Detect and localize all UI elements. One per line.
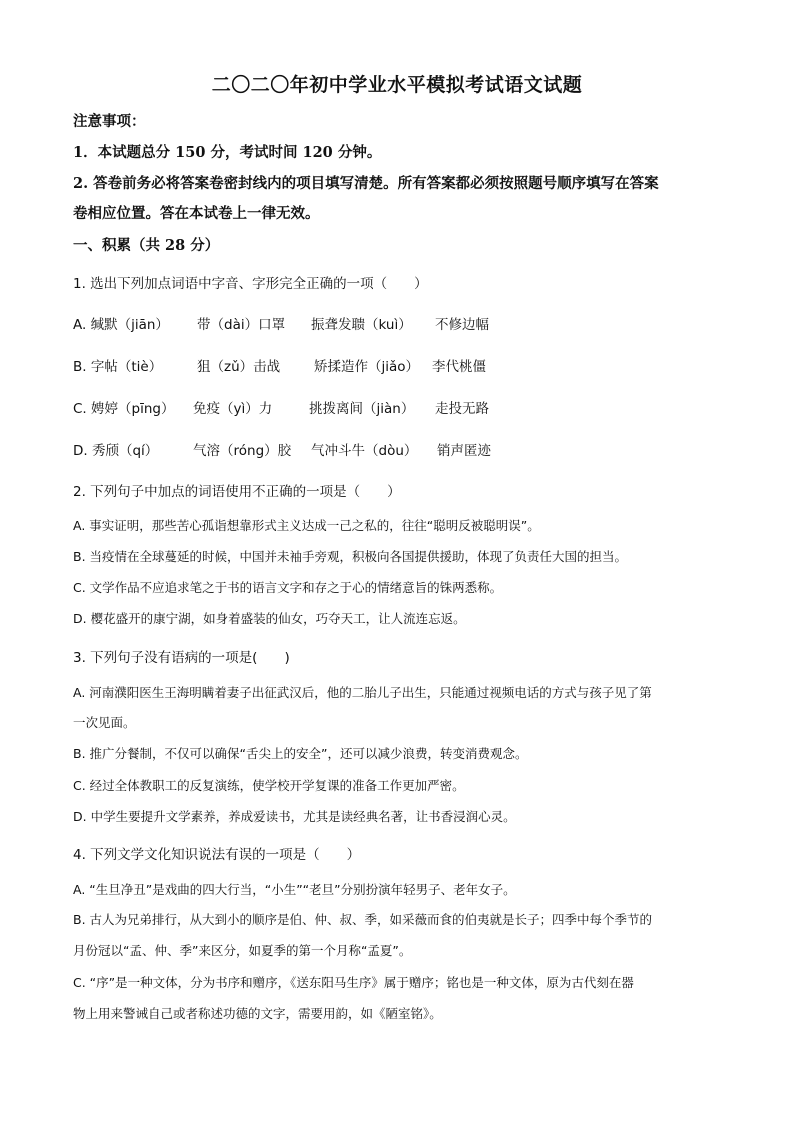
option-c-word-1: C. 娉婷（pīng） (73, 401, 175, 417)
option-b-word-2: 狙（zǔ）击战 (197, 359, 281, 375)
section-heading: 一、积累（共 28 分） (73, 237, 220, 254)
question-4-option-c-line-1: C. “序”是一种文体，分为书序和赠序，《送东阳马生序》属于赠序；铭也是一种文体，原为古代刻在器 (73, 975, 634, 990)
option-a-word-1: A. 缄默（jiān） (73, 317, 169, 333)
question-4-option-b-line-1: B. 古人为兄弟排行，从大到小的顺序是伯、仲、叔、季，如采薇而食的伯夷就是长子；四季中每个季节的 (73, 912, 653, 927)
question-2-option-b: B. 当疫情在全球蔓延的时候，中国并未袖手旁观，积极向各国提供援助，体现了负责任大国的担当。 (73, 549, 628, 564)
option-a-word-3: 振聋发聩（kuì） (311, 317, 412, 333)
question-3-option-d: D. 中学生要提升文学素养，养成爱读书，尤其是读经典名著，让书香浸润心灵。 (73, 809, 516, 824)
notice-heading: 注意事项： (73, 113, 146, 130)
notice-item-2-line-2: 卷相应位置。答在本试卷上一律无效。 (73, 205, 320, 222)
option-d-word-3: 气冲斗牛（dòu） (311, 443, 418, 459)
question-2-stem: 2. 下列句子中加点的词语使用不正确的一项是（ ） (73, 484, 401, 500)
question-4-option-b-line-2: 月份冠以“孟、仲、季”来区分，如夏季的第一个月称“孟夏”。 (73, 943, 412, 958)
page-title: 二〇二〇年初中学业水平模拟考试语文试题 (211, 74, 583, 96)
question-1-stem: 1. 选出下列加点词语中字音、字形完全正确的一项（ ） (73, 276, 428, 292)
option-c-word-2: 免疫（yì）力 (193, 401, 273, 417)
option-a-word-2: 带（dài）口罩 (197, 317, 286, 333)
notice-item-1: 1．本试题总分 150 分，考试时间 120 分钟。 (73, 144, 382, 161)
option-b-word-4: 李代桃僵 (432, 359, 486, 375)
question-2-option-d: D. 樱花盛开的康宁湖，如身着盛装的仙女，巧夺天工，让人流连忘返。 (73, 611, 466, 626)
option-c-word-3: 挑拨离间（jiàn） (309, 401, 415, 417)
question-3-option-b: B. 推广分餐制，不仅可以确保“舌尖上的安全”，还可以减少浪费，转变消费观念。 (73, 746, 528, 761)
question-3-option-a-line-2: 一次见面。 (73, 715, 136, 730)
question-2-option-a: A. 事实证明，那些苦心孤诣想靠形式主义达成一己之私的，往往“聪明反被聪明误”。 (73, 518, 540, 533)
question-3-option-a-line-1: A. 河南濮阳医生王海明瞒着妻子出征武汉后，他的二胎儿子出生，只能通过视频电话的方式与孩子见了第 (73, 685, 652, 700)
question-3-option-c: C. 经过全体教职工的反复演练，使学校开学复课的准备工作更加严密。 (73, 778, 465, 793)
option-a-word-4: 不修边幅 (435, 317, 489, 333)
option-c-word-4: 走投无路 (435, 401, 489, 417)
notice-item-2-line-1: 2. 答卷前务必将答案卷密封线内的项目填写清楚。所有答案都必须按照题号顺序填写在答案 (73, 175, 659, 192)
question-4-option-c-line-2: 物上用来警诫自己或者称述功德的文字，需要用韵，如《陋室铭》。 (73, 1006, 442, 1021)
question-4-stem: 4. 下列文学文化知识说法有误的一项是（ ） (73, 847, 361, 863)
question-3-stem: 3. 下列句子没有语病的一项是( ) (73, 650, 290, 666)
option-d-word-2: 气溶（róng）胶 (193, 443, 292, 459)
option-b-word-3: 矫揉造作（jiǎo） (314, 359, 420, 375)
option-b-word-1: B. 字帖（tiè） (73, 359, 163, 375)
option-d-word-1: D. 秀颀（qí） (73, 443, 159, 459)
option-d-word-4: 销声匿迹 (437, 443, 491, 459)
question-4-option-a: A. “生旦净丑”是戏曲的四大行当，“小生”“老旦”分别扮演年轻男子、老年女子。 (73, 882, 516, 897)
question-2-option-c: C. 文学作品不应追求笔之于书的语言文字和存之于心的情绪意旨的铢两悉称。 (73, 580, 503, 595)
